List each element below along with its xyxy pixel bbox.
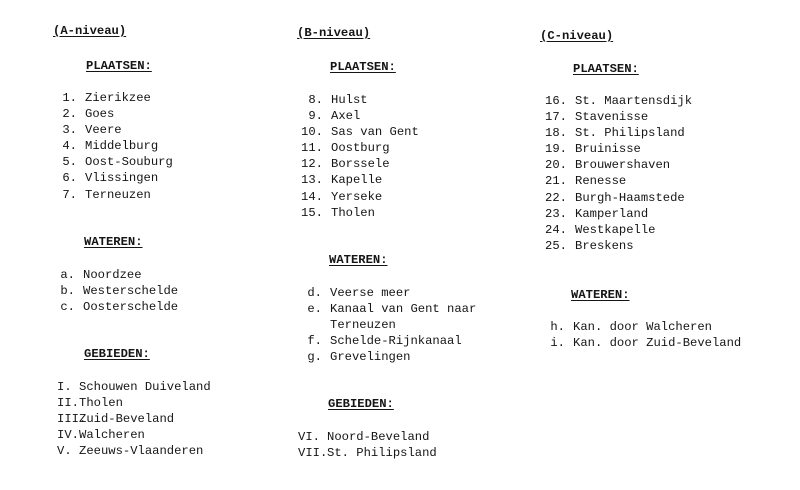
level-title: (C-niveau) [540, 29, 614, 43]
item-name: St. Philipsland [575, 126, 685, 141]
list-item [302, 317, 476, 333]
item-marker: a. [60, 268, 75, 282]
item-name: Veere [85, 123, 122, 138]
item-name: Zierikzee [85, 91, 151, 105]
waters-list [302, 285, 476, 365]
item-marker: 7. [62, 187, 77, 202]
places-heading: PLAATSEN: [573, 62, 639, 76]
item-marker: 5. [62, 155, 77, 170]
item-marker: 19. [545, 142, 567, 157]
item-marker: 12. [301, 157, 323, 172]
list-item [57, 299, 178, 315]
item-marker: V. [57, 444, 72, 459]
list-item [57, 170, 173, 186]
waters-heading: WATEREN: [329, 253, 388, 267]
item-marker: 17. [545, 110, 567, 125]
level-title: (B-niveau) [297, 26, 371, 40]
item-marker: 25. [545, 238, 567, 253]
list-item [297, 140, 419, 156]
list-item [540, 190, 692, 206]
item-name: Kapelle [331, 173, 383, 188]
list-item [57, 122, 173, 138]
list-item [302, 285, 476, 301]
regions-list [57, 379, 211, 459]
item-marker: 24. [545, 222, 567, 237]
list-item [57, 411, 211, 427]
item-name: Kan. door Zuid-Beveland [573, 336, 742, 351]
item-name: Veerse meer [330, 286, 411, 300]
level-title: (A-niveau) [53, 24, 127, 38]
item-marker: 20. [545, 158, 567, 173]
item-name: Terneuzen [330, 318, 396, 333]
regions-heading: GEBIEDEN: [328, 397, 394, 411]
item-name: Westkapelle [575, 222, 656, 237]
list-item [540, 125, 692, 141]
item-marker: 11. [301, 141, 323, 156]
item-name: Stavenisse [575, 110, 649, 125]
list-item [540, 109, 692, 125]
item-name: Schelde-Rijnkanaal [330, 334, 462, 349]
regions-list [298, 429, 437, 461]
list-item [545, 335, 741, 351]
list-item [297, 205, 419, 221]
waters-list [57, 267, 178, 315]
item-name: Borssele [331, 157, 390, 172]
item-marker: 16. [545, 94, 567, 108]
item-name: Oostburg [331, 141, 390, 156]
places-list [540, 93, 692, 254]
item-marker: 14. [301, 189, 323, 204]
item-marker: 23. [545, 206, 567, 221]
item-marker: 9. [308, 109, 323, 124]
list-item [57, 443, 211, 459]
places-heading: PLAATSEN: [86, 59, 152, 73]
item-name: Middelburg [85, 139, 159, 154]
regions-heading: GEBIEDEN: [84, 347, 150, 361]
waters-list [545, 319, 741, 351]
item-marker: 21. [545, 174, 567, 189]
item-marker: 22. [545, 190, 567, 205]
places-list [57, 90, 173, 203]
item-name: Goes [85, 107, 115, 122]
item-name: Westerschelde [83, 284, 179, 299]
item-name: Breskens [575, 238, 634, 253]
item-marker: 10. [301, 125, 323, 140]
item-marker: h. [550, 320, 565, 334]
list-item [540, 93, 692, 109]
list-item [57, 395, 211, 411]
list-item [302, 349, 476, 365]
list-item [298, 429, 437, 445]
item-name: Bruinisse [575, 142, 641, 157]
list-item [540, 238, 692, 254]
item-marker: 1. [62, 91, 77, 105]
item-name: Zeeuws-Vlaanderen [79, 444, 204, 459]
list-item [540, 222, 692, 238]
list-item [540, 206, 692, 222]
item-marker: d. [307, 286, 322, 300]
item-name: Yerseke [331, 189, 383, 204]
list-item [302, 333, 476, 349]
list-item [57, 90, 173, 106]
item-marker: I. [57, 380, 72, 394]
list-item [57, 427, 211, 443]
item-name: St. Maartensdijk [575, 94, 693, 108]
waters-heading: WATEREN: [571, 288, 630, 302]
item-marker: 13. [301, 173, 323, 188]
item-name: Brouwershaven [575, 158, 671, 173]
item-name: Vlissingen [85, 171, 159, 186]
list-item [540, 173, 692, 189]
item-name: Noordzee [83, 268, 142, 282]
list-item [57, 138, 173, 154]
item-marker: i. [550, 336, 565, 351]
item-name: Axel [331, 109, 361, 124]
list-item [297, 156, 419, 172]
item-name: Tholen [79, 396, 123, 411]
item-marker: e. [307, 302, 322, 317]
item-marker: 2. [62, 107, 77, 122]
item-marker: VII. [298, 446, 328, 461]
item-name: Oost-Souburg [85, 155, 173, 170]
places-heading: PLAATSEN: [330, 60, 396, 74]
item-name: Hulst [331, 93, 368, 107]
list-item [297, 172, 419, 188]
list-item [302, 301, 476, 317]
places-list [297, 92, 419, 221]
item-name: Renesse [575, 174, 627, 189]
item-name: Terneuzen [85, 187, 151, 202]
item-name: Schouwen Duiveland [79, 380, 211, 394]
item-name: Kanaal van Gent naar [330, 302, 477, 317]
item-name: Grevelingen [330, 350, 411, 365]
item-name: Burgh-Haamstede [575, 190, 685, 205]
item-name: Oosterschelde [83, 300, 179, 315]
item-name: St. Philipsland [327, 446, 437, 461]
item-marker: f. [307, 334, 322, 349]
item-marker: g. [307, 350, 322, 365]
list-item [57, 154, 173, 170]
list-item [57, 283, 178, 299]
item-marker: b. [60, 284, 75, 299]
item-marker: c. [60, 300, 75, 315]
item-name: Kamperland [575, 206, 649, 221]
list-item [545, 319, 741, 335]
waters-heading: WATEREN: [84, 235, 143, 249]
item-name: Walcheren [79, 428, 145, 443]
list-item [57, 106, 173, 122]
list-item [297, 189, 419, 205]
item-marker: 15. [301, 205, 323, 220]
item-marker: 6. [62, 171, 77, 186]
item-name: Kan. door Walcheren [573, 320, 712, 334]
list-item [57, 187, 173, 203]
item-name: Zuid-Beveland [79, 412, 175, 427]
item-marker: II. [57, 396, 79, 411]
item-name: Sas van Gent [331, 125, 419, 140]
list-item [297, 124, 419, 140]
list-item [57, 267, 178, 283]
item-marker: IV. [57, 428, 79, 443]
list-item [540, 141, 692, 157]
item-name: Noord-Beveland [327, 430, 430, 444]
item-marker: VI. [298, 430, 320, 444]
list-item [297, 92, 419, 108]
item-marker: 3. [62, 123, 77, 138]
item-marker: III. [57, 412, 87, 427]
list-item [540, 157, 692, 173]
list-item [297, 108, 419, 124]
item-marker: 4. [62, 139, 77, 154]
item-name: Tholen [331, 205, 375, 220]
list-item [298, 445, 437, 461]
list-item [57, 379, 211, 395]
item-marker: 8. [308, 93, 323, 107]
item-marker: 18. [545, 126, 567, 141]
